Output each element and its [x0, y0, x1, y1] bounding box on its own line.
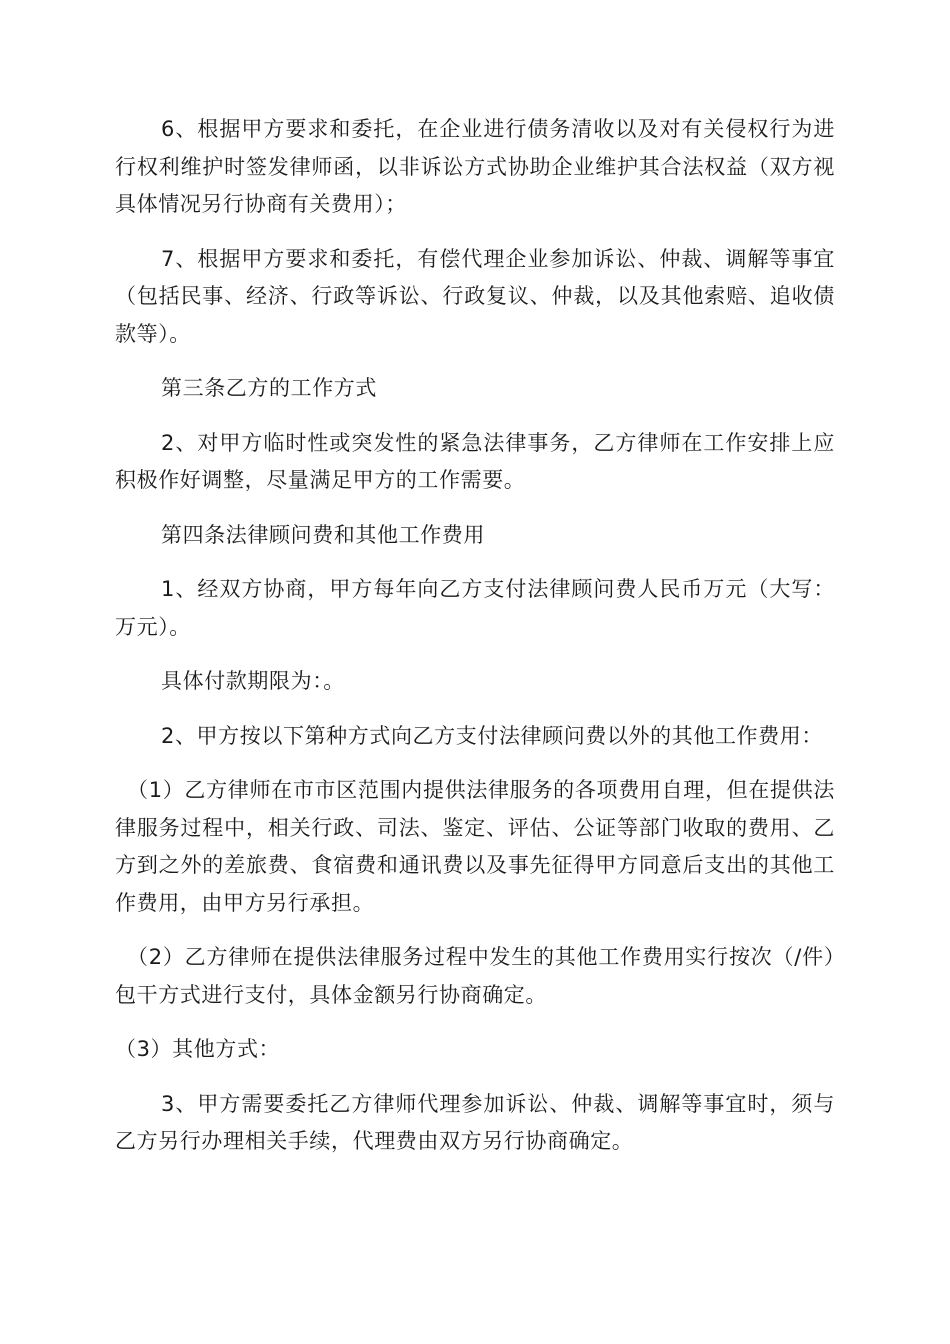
paragraph-option-3: （3）其他方式：: [115, 1037, 281, 1061]
section-heading-article-3: 第三条乙方的工作方式: [161, 376, 377, 400]
paragraph-item-1-consulting-fee: 1、经双方协商，甲方每年向乙方支付法律顾问费人民币万元（大写：万元）。: [115, 577, 835, 639]
paragraph-item-6-lawyer-letter: 6、根据甲方要求和委托，在企业进行债务清收以及对有关侵权行为进行权利维护时签发律师函，以非诉讼方式协助企业维护其合法权益（双方视具体情况另行协商有关费用）；: [115, 117, 835, 216]
paragraph-payment-term: 具体付款期限为：。: [161, 669, 345, 693]
paragraph-option-1: （1）乙方律师在市市区范围内提供法律服务的各项费用自理，但在提供法律服务过程中，相关行政、司法、鉴定、评估、公证等部门收取的费用、乙方到之外的差旅费、食宿费和通讯费以及事先征得甲方同意后支出的其他工作费用，由甲方另行承担。: [115, 778, 835, 915]
paragraph-item-3-agency-fee: 3、甲方需要委托乙方律师代理参加诉讼、仲裁、调解等事宜时，须与乙方另行办理相关手续，代理费由双方另行协商确定。: [115, 1091, 835, 1153]
document-page: [115, 111, 835, 1178]
paragraph-item-2-other-fees: 2、甲方按以下第种方式向乙方支付法律顾问费以外的其他工作费用：: [161, 723, 823, 748]
paragraph-option-2: （2）乙方律师在提供法律服务过程中发生的其他工作费用实行按次（/件）包干方式进行支付，具体金额另行协商确定。: [115, 945, 835, 1007]
paragraph-item-7-litigation: 7、根据甲方要求和委托，有偿代理企业参加诉讼、仲裁、调解等事宜（包括民事、经济、行政等诉讼、行政复议、仲裁，以及其他索赔、追收债款等）。: [115, 246, 835, 346]
section-heading-article-4: 第四条法律顾问费和其他工作费用: [161, 522, 485, 547]
paragraph-item-2-urgent-matters: 2、对甲方临时性或突发性的紧急法律事务，乙方律师在工作安排上应积极作好调整，尽量满足甲方的工作需要。: [115, 430, 835, 492]
